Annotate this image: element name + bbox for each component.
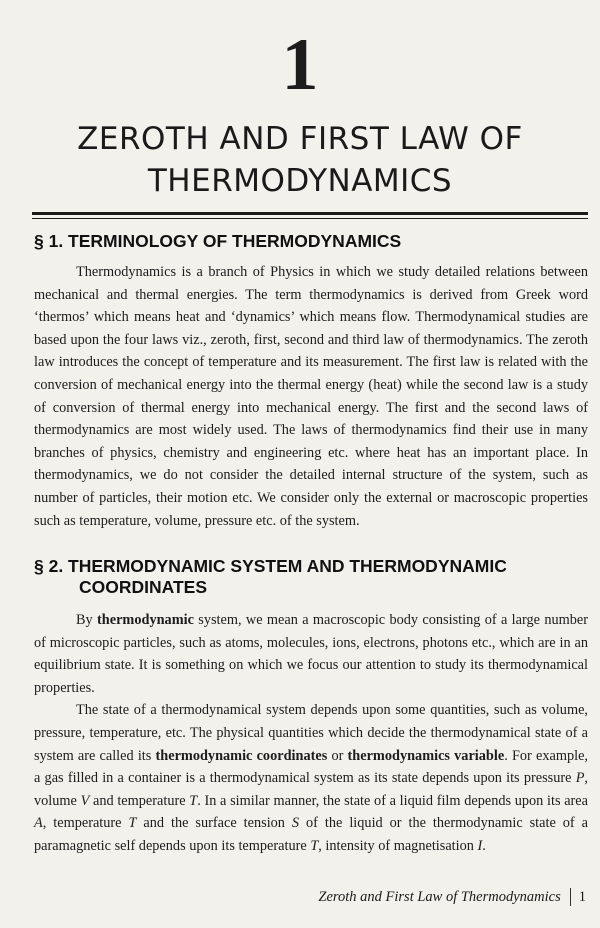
section-2-paragraph-1 — [34, 609, 588, 699]
text-run: The state of a thermodynamical system depends upon some quantities, such as volume, pressure, temperature, etc. The physical quantities which decide the thermodynamical state of a system are called its — [34, 702, 588, 764]
running-title: Zeroth and First Law of Thermodynamics — [318, 888, 561, 905]
chapter-number: 1 — [281, 24, 319, 106]
section-2-heading — [34, 556, 594, 598]
symbol-pressure: P — [575, 770, 585, 787]
text-run: By — [76, 612, 98, 628]
text-run: . In a similar manner, the state of a liquid film depends upon its area — [197, 792, 588, 809]
chapter-title-line-2: THERMODYNAMICS — [147, 163, 453, 199]
term-thermodynamic-coordinates: thermodynamic coordinates — [155, 747, 328, 764]
chapter-title-line-1: ZEROTH AND FIRST LAW OF — [77, 121, 523, 157]
section-2-heading-line-2: COORDINATES — [79, 577, 208, 597]
title-rule-thin — [32, 218, 588, 219]
text-run: , intensity of magnetisation — [318, 837, 478, 854]
text-run: system, we mean a macroscopic body consisting of a large number of microscopic particles, such as atoms, molecules, ions, electrons, photons etc., which are in an equilibrium state. It is something on which we focus our attention to study its thermodynamical properties. — [34, 612, 588, 696]
term-thermodynamic: thermodynamic — [97, 612, 194, 628]
footer-divider — [570, 888, 571, 906]
symbol-magnetisation: I — [477, 837, 483, 854]
section-2-paragraph-2 — [34, 699, 588, 857]
symbol-temperature: T — [189, 792, 198, 809]
text-run: , temperature — [42, 815, 129, 832]
page-number: 1 — [578, 888, 586, 905]
section-1-paragraph: Thermodynamics is a branch of Physics in which we study detailed relations between mechanical and thermal energies. The term thermodynamics is derived from Greek word ‘thermos’ which means heat and ‘dynamics’ which means flow. Thermodynamical studies are based upon the four laws viz., zeroth, first, second and third law of thermodynamics. The zeroth law introduces the concept of temperature and its measurement. The first law is related with the conversion of mechanical energy into the thermal energy (heat) while the second law is a study of conversion of thermal energy into mechanical energy. The first and the second laws of thermodynamics are most widely used. The laws of thermodynamics find their use in many branches of physics, chemistry and engineering etc. where heat has an important place. In thermodynamics, we do not consider the detailed internal structure of the system, such as number of particles, their motion etc. We consider only the external or macroscopic properties such as temperature, volume, pressure etc. of the system. — [34, 264, 588, 529]
text-run: and the surface tension — [136, 815, 292, 832]
symbol-temperature: T — [128, 815, 137, 832]
title-rule-thick — [32, 212, 588, 215]
term-thermodynamics-variable: thermodynamics variable — [347, 747, 505, 764]
text-run: . For example, a gas filled in a container is a thermodynamical system as its state depends upon its pressure — [34, 747, 588, 787]
symbol-area: A — [34, 815, 43, 832]
page-footer — [318, 888, 586, 906]
section-1-body — [34, 261, 588, 532]
symbol-surface-tension: S — [291, 815, 300, 832]
text-run: . — [482, 837, 486, 854]
text-run: or — [327, 747, 348, 764]
section-2-heading-line-1: § 2. THERMODYNAMIC SYSTEM AND THERMODYNAMIC — [34, 556, 507, 576]
chapter-title — [0, 118, 600, 202]
text-run: and temperature — [89, 792, 190, 809]
section-1-heading: § 1. TERMINOLOGY OF THERMODYNAMICS — [34, 231, 402, 251]
text-run: of the liquid or the thermodynamic state of a paramagnetic self depends upon its temperature — [34, 815, 588, 854]
symbol-volume: V — [80, 792, 90, 809]
section-2-body — [34, 609, 588, 858]
text-run: , volume — [34, 770, 588, 809]
symbol-temperature: T — [310, 837, 319, 854]
